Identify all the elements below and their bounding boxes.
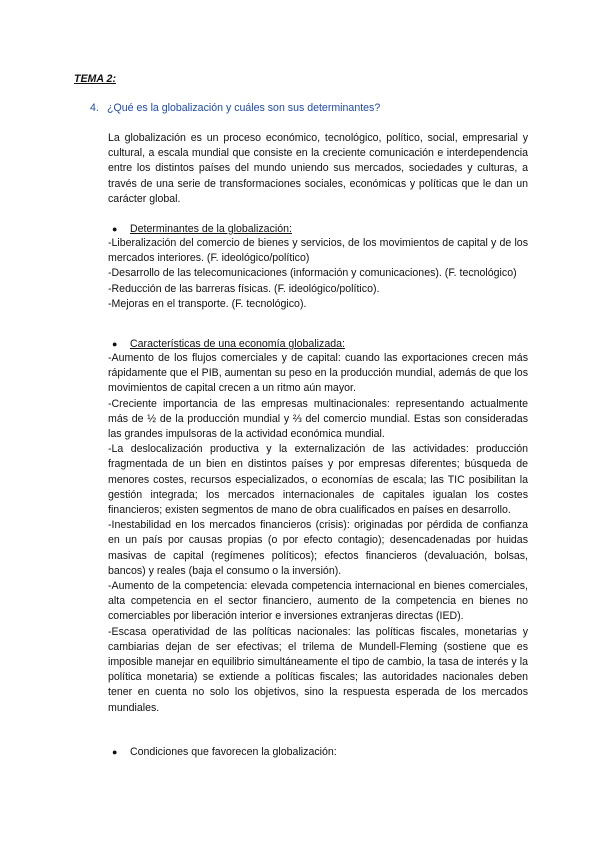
list-item: -Inestabilidad en los mercados financieros (crisis): originadas por pérdida de confianza en un país por causas propias (o por efecto contagio); desencadenadas por huidas masivas de capital (regímenes políticos); efectos financieros (devaluación, bolsas, bancos) y reales (baja el consumo o la inversión). <box>108 519 528 577</box>
condiciones-heading <box>112 745 337 760</box>
caracteristicas-heading-text: Características de una economía globalizada: <box>130 338 345 350</box>
bullet-icon: ● <box>112 224 118 234</box>
bullet-icon: ● <box>112 747 118 757</box>
list-item: -Creciente importancia de las empresas multinacionales: representando actualmente más de ½ de la producción mundial y ⅔ del comercio mundial. Estas son consideradas las grandes impulsoras de la actividad económica mundial. <box>108 397 528 441</box>
determinantes-heading <box>112 222 292 237</box>
list-item: -Desarrollo de las telecomunicaciones (información y comunicaciones). (F. tecnológico) <box>108 267 517 280</box>
question-number: 4. <box>90 102 99 114</box>
determinantes-heading-text: Determinantes de la globalización: <box>130 223 292 235</box>
list-item: -La deslocalización productiva y la externalización de las actividades: producción fragmentada de un bien en distintos países y por empresas diferentes; búsqueda de menores costes, recursos especializados, o economías de escala; las TIC posibilitan la gestión integrada; los mercados internacionales de capitales igualan los costes financieros; existen segmentos de mano de obra cualificados en países en desarrollo. <box>108 443 528 517</box>
list-item: -Reducción de las barreras físicas. (F. ideológico/político). <box>108 282 380 295</box>
list-item: -Escasa operatividad de las políticas nacionales: las políticas fiscales, monetarias y cambiarias dejan de ser efectivas; el trilema de Mundell-Fleming (sostiene que es imposible manejar en equilibrio simultáneamente el tipo de cambio, la tasa de interés y la política monetaria) se extiende a políticas fiscales; las autoridades nacionales deben tener en cuenta no solo los objetivos, sino la respuesta esperada de los mercados mundiales. <box>108 625 528 714</box>
section-title: TEMA 2: <box>74 73 116 85</box>
list-item: -Aumento de la competencia: elevada competencia internacional en bienes comerciales, alta competencia en el sector financiero, aumento de la competencia en bienes no comerciables por liberación interior e inversiones extranjeras directas (IED). <box>108 580 528 623</box>
caracteristicas-list <box>108 351 528 716</box>
question-text: ¿Qué es la globalización y cuáles son sus determinantes? <box>107 102 381 114</box>
determinantes-list <box>108 236 528 312</box>
list-item: -Mejoras en el transporte. (F. tecnológico). <box>108 297 307 310</box>
caracteristicas-heading <box>112 337 345 352</box>
question-heading <box>90 101 380 116</box>
bullet-icon: ● <box>112 339 118 349</box>
intro-paragraph: La globalización es un proceso económico, tecnológico, político, social, empresarial y cultural, a escala mundial que consiste en la creciente comunicación e interdependencia entre los distintos países del mundo uniendo sus mercados, sociedades y culturas, a través de una serie de transformaciones sociales, económicas y políticas que le dan un carácter global. <box>108 132 528 205</box>
list-item: -Aumento de los flujos comerciales y de capital: cuando las exportaciones crecen más rápidamente que el PIB, aumentan su peso en la producción mundial, además de que los movimientos de capital crecen a un ritmo aún mayor. <box>108 352 528 395</box>
list-item: -Liberalización del comercio de bienes y servicios, de los movimientos de capital y de los mercados interiores. (F. ideológico/político) <box>108 237 528 265</box>
condiciones-heading-text: Condiciones que favorecen la globalización: <box>130 746 337 758</box>
